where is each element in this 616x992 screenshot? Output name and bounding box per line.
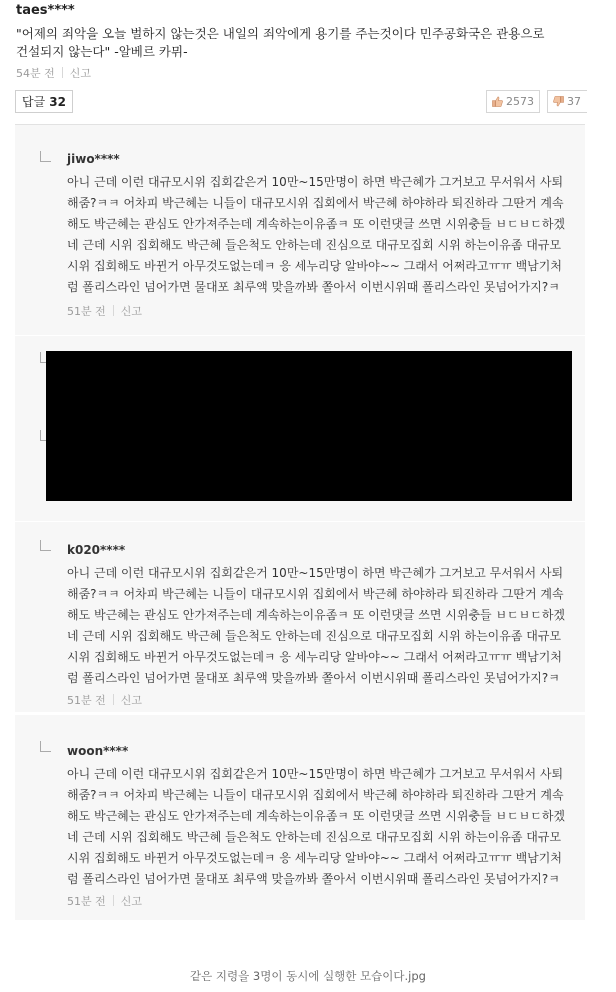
thumbs-down-icon <box>553 96 564 107</box>
reply-author[interactable]: k020**** <box>67 543 126 557</box>
reply-count: 32 <box>49 94 66 109</box>
meta-divider <box>113 305 114 316</box>
report-link[interactable]: 신고 <box>69 67 92 80</box>
reply-indent-icon <box>40 540 51 551</box>
reply-label: 답글 <box>22 95 46 109</box>
reply-meta <box>67 893 142 909</box>
reply-item <box>15 522 585 712</box>
reply-meta <box>67 692 142 708</box>
meta-divider <box>62 67 63 78</box>
reply-text: 아니 근데 이런 대규모시위 집회같은거 10만~15만명이 하면 박근혜가 그거보고 무서워서 사퇴해줌?ㅋㅋ 어차피 박근혜는 니들이 대규모시위 집회에서 박근혜 하야하라 퇴진하라 그딴거 계속해도 박근혜는 관심도 안가져주는데 계속하는이유좀ㅋ 또 이런댓글 쓰면 시위충들 ㅂㄷㅂㄷ하겠네 근데 시위 집회해도 박근혜 들은척도 안하는데 진심으로 대규모집회 시위 하는이유좀 대규모 시위 집회해도 바뀐거 아무것도없는데ㅋ 응 세누리당 알바야~~ 그래서 어쩌라고ㅠㅠ 백남기처럼 폴리스라인 넘어가면 물대포 최루액 맞을까봐 쫄아서 이번시위때 폴리스라인 못넘어가지?ㅋ <box>67 566 566 685</box>
reply-time: 51분 전 <box>67 305 106 318</box>
reply-toggle-button[interactable] <box>15 90 73 113</box>
thumbs-up-icon <box>492 96 503 107</box>
dislike-count: 37 <box>567 95 581 108</box>
report-link[interactable]: 신고 <box>120 305 143 318</box>
comment-time: 54분 전 <box>16 67 55 80</box>
like-count: 2573 <box>506 95 534 108</box>
dislike-button[interactable] <box>547 90 587 113</box>
meta-divider <box>113 694 114 705</box>
reply-indent-icon <box>40 741 51 752</box>
reply-time: 51분 전 <box>67 895 106 908</box>
reply-time: 51분 전 <box>67 694 106 707</box>
reply-text: 아니 근데 이런 대규모시위 집회같은거 10만~15만명이 하면 박근혜가 그거보고 무서워서 사퇴해줌?ㅋㅋ 어차피 박근혜는 니들이 대규모시위 집회에서 박근혜 하야하라 퇴진하라 그딴거 계속해도 박근혜는 관심도 안가져주는데 계속하는이유좀ㅋ 또 이런댓글 쓰면 시위충들 ㅂㄷㅂㄷ하겠네 근데 시위 집회해도 박근혜 들은척도 안하는데 진심으로 대규모집회 시위 하는이유좀 대규모 시위 집회해도 바뀐거 아무것도없는데ㅋ 응 세누리당 알바야~~ 그래서 어쩌라고ㅠㅠ 백남기처럼 폴리스라인 넘어가면 물대포 최루액 맞을까봐 쫄아서 이번시위때 폴리스라인 못넘어가지?ㅋ <box>67 175 566 294</box>
like-button[interactable] <box>486 90 540 113</box>
image-caption: 같은 지령을 3명이 동시에 실행한 모습이다.jpg <box>190 969 426 983</box>
reply-item <box>15 125 585 335</box>
reply-author[interactable]: jiwo**** <box>67 152 120 166</box>
comment-author[interactable]: taes**** <box>16 3 75 18</box>
report-link[interactable]: 신고 <box>120 694 143 707</box>
comment-text: "어제의 죄악을 오늘 벌하지 않는것은 내일의 죄악에게 용기를 주는것이다 민주공화국은 관용으로 건설되지 않는다" -알베르 카뮈- <box>16 26 545 59</box>
meta-divider <box>113 895 114 906</box>
reply-text: 아니 근데 이런 대규모시위 집회같은거 10만~15만명이 하면 박근혜가 그거보고 무서워서 사퇴해줌?ㅋㅋ 어차피 박근혜는 니들이 대규모시위 집회에서 박근혜 하야하라 퇴진하라 그딴거 계속해도 박근혜는 관심도 안가져주는데 계속하는이유좀ㅋ 또 이런댓글 쓰면 시위충들 ㅂㄷㅂㄷ하겠네 근데 시위 집회해도 박근혜 들은척도 안하는데 진심으로 대규모집회 시위 하는이유좀 대규모 시위 집회해도 바뀐거 아무것도없는데ㅋ 응 세누리당 알바야~~ 그래서 어쩌라고ㅠㅠ 백남기처럼 폴리스라인 넘어가면 물대포 최루액 맞을까봐 쫄아서 이번시위때 폴리스라인 못넘어가지?ㅋ <box>67 767 566 886</box>
reply-author[interactable]: woon**** <box>67 744 129 758</box>
reply-indent-icon <box>40 151 51 162</box>
reply-meta <box>67 303 142 319</box>
report-link[interactable]: 신고 <box>120 895 143 908</box>
comment-meta <box>16 65 91 81</box>
redaction-block <box>46 351 572 501</box>
reply-item <box>15 715 585 920</box>
